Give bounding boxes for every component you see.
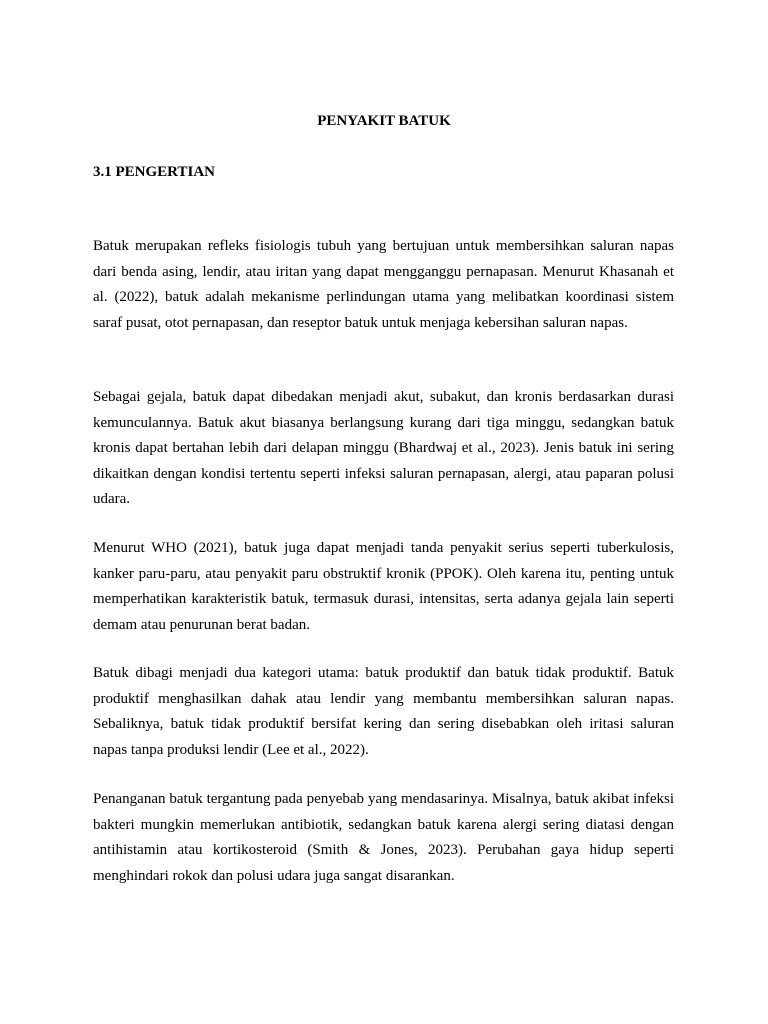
- paragraph-classification: Sebagai gejala, batuk dapat dibedakan menjadi akut, subakut, dan kronis berdasarkan durasi kemunculannya. Batuk akut biasanya berlangsung kurang dari tiga minggu, sedangkan batuk kronis dapat bertahan lebih dari delapan minggu (Bhardwaj et al., 2023). Jenis batuk ini sering dikaitkan dengan kondisi tertentu seperti infeksi saluran pernapasan, alergi, atau paparan polusi udara.: [93, 389, 674, 507]
- paragraph-definition: Batuk merupakan refleks fisiologis tubuh yang bertujuan untuk membersihkan saluran napas dari benda asing, lendir, atau iritan yang dapat mengganggu pernapasan. Menurut Khasanah et al. (2022), batuk adalah mekanisme perlindungan utama yang melibatkan koordinasi sistem saraf pusat, otot pernapasan, dan reseptor batuk untuk menjaga kebersihan saluran napas.: [93, 238, 674, 331]
- paragraph-cough-types: Batuk dibagi menjadi dua kategori utama: batuk produktif dan batuk tidak produktif. Batuk produktif menghasilkan dahak atau lendir yang membantu membersihkan saluran napas. Sebaliknya, batuk tidak produktif bersifat kering dan sering disebabkan oleh iritasi saluran napas tanpa produksi lendir (Lee et al., 2022).: [93, 665, 674, 758]
- paragraph-treatment: Penanganan batuk tergantung pada penyebab yang mendasarinya. Misalnya, batuk akibat infeksi bakteri mungkin memerlukan antibiotik, sedangkan batuk karena alergi sering diatasi dengan antihistamin atau kortikosteroid (Smith & Jones, 2023). Perubahan gaya hidup seperti menghindari rokok dan polusi udara juga sangat disarankan.: [93, 791, 674, 884]
- section-heading: 3.1 PENGERTIAN: [93, 164, 215, 180]
- paragraph-serious-signs: Menurut WHO (2021), batuk juga dapat menjadi tanda penyakit serius seperti tuberkulosis, kanker paru-paru, atau penyakit paru obstruktif kronik (PPOK). Oleh karena itu, penting untuk memperhatikan karakteristik batuk, termasuk durasi, intensitas, serta adanya gejala lain seperti demam atau penurunan berat badan.: [93, 540, 674, 633]
- document-title: PENYAKIT BATUK: [317, 113, 451, 129]
